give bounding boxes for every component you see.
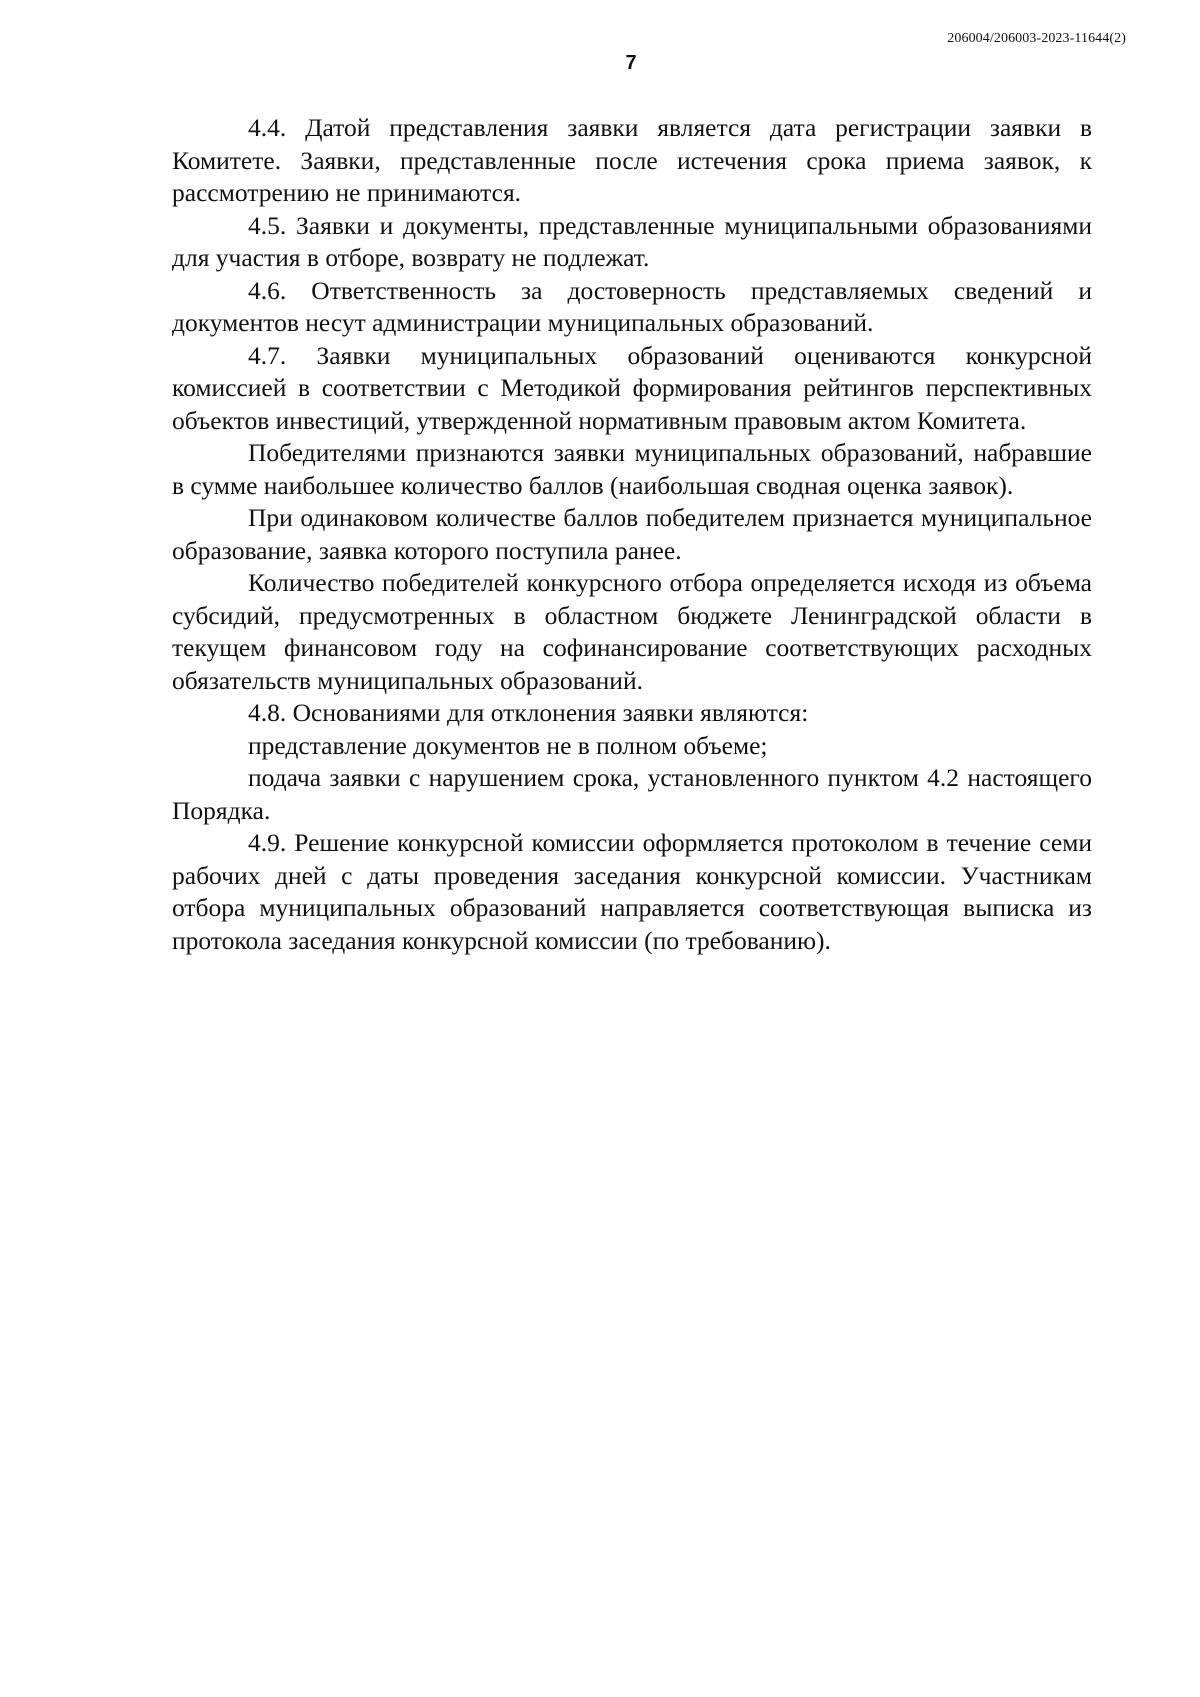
paragraph-4-6: 4.6. Ответственность за достоверность представляемых сведений и документов несут администрации муниципальных образований. bbox=[172, 275, 1092, 337]
paragraph-winner-count: Количество победителей конкурсного отбора определяется исходя из объема субсидий, предусмотренных в областном бюджете Ленинградской области в текущем финансовом году на софинансирование соответствующих расходных обязательств муниципальных образований. bbox=[172, 568, 1092, 695]
paragraph-rejection-reason-1: представление документов не в полном объеме; bbox=[248, 730, 768, 760]
paragraph-4-5: 4.5. Заявки и документы, представленные муниципальными образованиями для участия в отборе, возврату не подлежат. bbox=[172, 210, 1092, 272]
paragraph-winners: Победителями признаются заявки муниципальных образований, набравшие в сумме наибольшее количество баллов (наибольшая сводная оценка заявок). bbox=[172, 438, 1092, 500]
paragraph-4-4: 4.4. Датой представления заявки является дата регистрации заявки в Комитете. Заявки, представленные после истечения срока приема заявок, к рассмотрению не принимаются. bbox=[172, 113, 1092, 207]
paragraph-4-7: 4.7. Заявки муниципальных образований оцениваются конкурсной комиссией в соответствии с Методикой формирования рейтингов перспективных объектов инвестиций, утвержденной нормативным правовым актом Комитета. bbox=[172, 340, 1092, 435]
paragraph-4-9: 4.9. Решение конкурсной комиссии оформляется протоколом в течение семи рабочих дней с даты проведения заседания конкурсной комиссии. Участникам отбора муниципальных образований направляется соответствующая выписка из протокола заседания конкурсной комиссии (по требованию). bbox=[172, 828, 1092, 955]
page-number: 7 bbox=[625, 52, 637, 74]
paragraph-equal-score: При одинаковом количестве баллов победителем признается муниципальное образование, заявка которого поступила ранее. bbox=[172, 503, 1092, 565]
document-body bbox=[172, 112, 1092, 957]
paragraph-rejection-reason-2: подача заявки с нарушением срока, установленного пунктом 4.2 настоящего Порядка. bbox=[172, 763, 1092, 825]
document-registration-number: 206004/206003-2023-11644(2) bbox=[947, 31, 1126, 46]
paragraph-4-8: 4.8. Основаниями для отклонения заявки являются: bbox=[248, 698, 809, 727]
